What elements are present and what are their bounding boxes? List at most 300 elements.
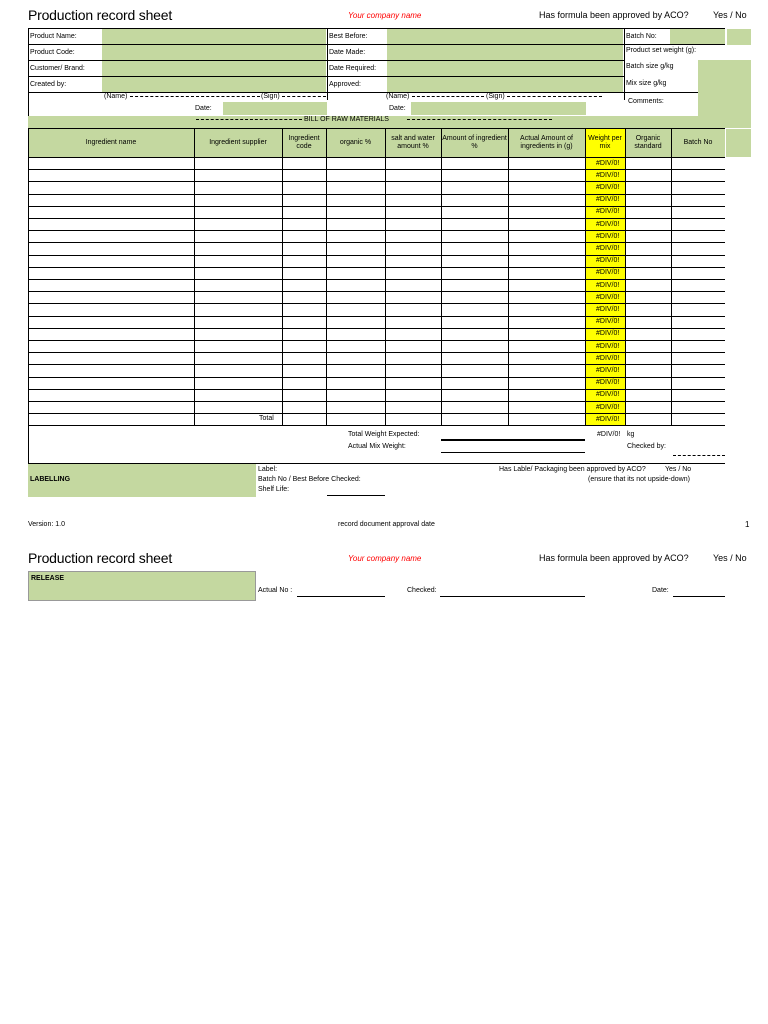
- cell-r0-c4[interactable]: [386, 158, 440, 168]
- cell-r11-c9[interactable]: [672, 292, 724, 302]
- cell-r1-c5[interactable]: [442, 170, 507, 180]
- page-number: 1: [745, 520, 750, 529]
- cell-r20-c9[interactable]: [672, 402, 724, 412]
- cell-r13-c3[interactable]: [327, 317, 384, 327]
- cell-r9-c6[interactable]: [509, 268, 584, 278]
- cell-r16-c4[interactable]: [386, 353, 440, 363]
- cell-r6-c5[interactable]: [442, 231, 507, 241]
- cell-r8-c6[interactable]: [509, 256, 584, 266]
- col-line-9: [671, 128, 672, 425]
- col-line-0: [28, 128, 29, 425]
- cell-r9-c8[interactable]: [626, 268, 670, 278]
- cell-r11-c2[interactable]: [283, 292, 325, 302]
- info-right-divider: [624, 28, 625, 100]
- cell-r5-c4[interactable]: [386, 219, 440, 229]
- total-weight-value: #DIV/0!: [597, 431, 621, 438]
- cell-r2-c6[interactable]: [509, 182, 584, 192]
- info-right-line-1: [624, 44, 725, 45]
- page-title: Production record sheet: [28, 7, 173, 23]
- cell-r5-c3[interactable]: [327, 219, 384, 229]
- cell-r20-c3[interactable]: [327, 402, 384, 412]
- cell-r13-c0[interactable]: [29, 317, 193, 327]
- cell-r15-c4[interactable]: [386, 341, 440, 351]
- cell-r2-c4[interactable]: [386, 182, 440, 192]
- cell-r18-c0[interactable]: [29, 378, 193, 388]
- col-line-7: [585, 128, 586, 425]
- cell-r3-c6[interactable]: [509, 195, 584, 205]
- cell-r18-c5[interactable]: [442, 378, 507, 388]
- weight-cell-13: #DIV/0!: [596, 318, 620, 326]
- cell-r20-c8[interactable]: [626, 402, 670, 412]
- totals-left-border: [28, 426, 29, 463]
- cell-r12-c9[interactable]: [672, 304, 724, 314]
- cell-r16-c9[interactable]: [672, 353, 724, 363]
- cell-r19-c9[interactable]: [672, 390, 724, 400]
- cell-r17-c4[interactable]: [386, 365, 440, 375]
- column-header-5: Amount of ingredient %: [442, 134, 507, 150]
- column-header-8: Organic standard: [634, 134, 662, 150]
- cell-r16-c6[interactable]: [509, 353, 584, 363]
- info-left-field-1[interactable]: [102, 45, 326, 60]
- cell-r20-c2[interactable]: [283, 402, 325, 412]
- cell-r12-c5[interactable]: [442, 304, 507, 314]
- cell-r10-c0[interactable]: [29, 280, 193, 290]
- cell-r3-c0[interactable]: [29, 195, 193, 205]
- cell-r9-c1[interactable]: [195, 268, 281, 278]
- cell-r20-c0[interactable]: [29, 402, 193, 412]
- cell-r5-c1[interactable]: [195, 219, 281, 229]
- cell-r2-c3[interactable]: [327, 182, 384, 192]
- cell-r6-c1[interactable]: [195, 231, 281, 241]
- cell-r1-c4[interactable]: [386, 170, 440, 180]
- sig-dash-left-2: [282, 96, 326, 97]
- cell-r10-c1[interactable]: [195, 280, 281, 290]
- info-left-label-2: Customer/ Brand:: [30, 65, 85, 72]
- release-label: RELEASE: [31, 575, 65, 582]
- cell-r12-c8[interactable]: [626, 304, 670, 314]
- cell-r7-c2[interactable]: [283, 243, 325, 253]
- total-weight-label: Total Weight Expected:: [348, 431, 420, 438]
- sig-date-mid-field[interactable]: [411, 102, 586, 115]
- info-left-field-0[interactable]: [102, 29, 326, 44]
- cell-r4-c8[interactable]: [626, 207, 670, 217]
- packaging-question: Has Lable/ Packaging been approved by ACO?: [499, 466, 646, 473]
- release-checked-label: Checked:: [407, 587, 437, 594]
- cell-r3-c9[interactable]: [672, 195, 724, 205]
- cell-r17-c2[interactable]: [283, 365, 325, 375]
- cell-r19-c1[interactable]: [195, 390, 281, 400]
- cell-r0-c8[interactable]: [626, 158, 670, 168]
- cell-r7-c3[interactable]: [327, 243, 384, 253]
- cell-r4-c9[interactable]: [672, 207, 724, 217]
- info-right-label-2: Batch size g/kg: [626, 63, 674, 70]
- cell-r11-c3[interactable]: [327, 292, 384, 302]
- sig-date-mid-label: Date:: [389, 105, 406, 112]
- cell-r13-c6[interactable]: [509, 317, 584, 327]
- cell-r6-c6[interactable]: [509, 231, 584, 241]
- cell-r19-c6[interactable]: [509, 390, 584, 400]
- cell-r16-c5[interactable]: [442, 353, 507, 363]
- info-mid-label-1: Date Made:: [329, 49, 366, 56]
- cell-r3-c4[interactable]: [386, 195, 440, 205]
- cell-r1-c1[interactable]: [195, 170, 281, 180]
- cell-r8-c5[interactable]: [442, 256, 507, 266]
- cell-r14-c3[interactable]: [327, 329, 384, 339]
- cell-r15-c6[interactable]: [509, 341, 584, 351]
- cell-r16-c0[interactable]: [29, 353, 193, 363]
- column-header-7: Weight per mix: [588, 134, 622, 150]
- cell-r14-c0[interactable]: [29, 329, 193, 339]
- cell-r8-c0[interactable]: [29, 256, 193, 266]
- approval-yes-no: Yes / No: [713, 10, 747, 20]
- cell-r18-c2[interactable]: [283, 378, 325, 388]
- cell-r18-c8[interactable]: [626, 378, 670, 388]
- cell-r3-c5[interactable]: [442, 195, 507, 205]
- cell-r10-c5[interactable]: [442, 280, 507, 290]
- cell-r1-c0[interactable]: [29, 170, 193, 180]
- col-line-2: [282, 128, 283, 425]
- cell-r1-c2[interactable]: [283, 170, 325, 180]
- cell-r13-c4[interactable]: [386, 317, 440, 327]
- cell-r8-c4[interactable]: [386, 256, 440, 266]
- actual-mix-label: Actual Mix Weight:: [348, 443, 406, 450]
- cell-r19-c5[interactable]: [442, 390, 507, 400]
- info-left-rowline-3: [28, 92, 327, 93]
- info-mid-field-1[interactable]: [387, 45, 623, 60]
- column-header-9: Batch No: [683, 138, 713, 146]
- cell-r14-c8[interactable]: [626, 329, 670, 339]
- info-mid-label-0: Best Before:: [329, 33, 368, 40]
- cell-r10-c8[interactable]: [626, 280, 670, 290]
- label-field-label: Label:: [258, 466, 278, 473]
- weight-cell-5: #DIV/0!: [596, 220, 620, 228]
- cell-r2-c2[interactable]: [283, 182, 325, 192]
- cell-r20-c4[interactable]: [386, 402, 440, 412]
- weight-cell-9: #DIV/0!: [596, 269, 620, 277]
- sig-name-mid: (Name): [386, 93, 410, 100]
- cell-r19-c8[interactable]: [626, 390, 670, 400]
- packaging-ensure: (ensure that its not upside-down): [588, 476, 690, 483]
- cell-r14-c6[interactable]: [509, 329, 584, 339]
- column-header-0: Ingredient name: [85, 138, 137, 146]
- cell-r3-c3[interactable]: [327, 195, 384, 205]
- cell-r3-c8[interactable]: [626, 195, 670, 205]
- cell-r6-c3[interactable]: [327, 231, 384, 241]
- cell-r11-c5[interactable]: [442, 292, 507, 302]
- cell-r20-c6[interactable]: [509, 402, 584, 412]
- cell-r17-c6[interactable]: [509, 365, 584, 375]
- cell-r0-c2[interactable]: [283, 158, 325, 168]
- weight-cell-1: #DIV/0!: [596, 171, 620, 179]
- cell-r11-c4[interactable]: [386, 292, 440, 302]
- cell-r4-c2[interactable]: [283, 207, 325, 217]
- weight-cell-6: #DIV/0!: [596, 232, 620, 240]
- cell-r17-c5[interactable]: [442, 365, 507, 375]
- release-date-label: Date:: [652, 587, 669, 594]
- info-mid-label-2: Date Required:: [329, 65, 377, 72]
- cell-r7-c1[interactable]: [195, 243, 281, 253]
- cell-r1-c6[interactable]: [509, 170, 584, 180]
- info-mid-label-3: Approved:: [329, 81, 361, 88]
- cell-r2-c5[interactable]: [442, 182, 507, 192]
- checked-by-dash[interactable]: [673, 455, 725, 456]
- shelf-life-label: Shelf Life:: [258, 486, 290, 493]
- info-mid-rowline-3: [327, 92, 624, 93]
- cell-r18-c4[interactable]: [386, 378, 440, 388]
- cell-r6-c8[interactable]: [626, 231, 670, 241]
- cell-r19-c4[interactable]: [386, 390, 440, 400]
- cell-r17-c8[interactable]: [626, 365, 670, 375]
- cell-r11-c6[interactable]: [509, 292, 584, 302]
- weight-cell-12: #DIV/0!: [596, 305, 620, 313]
- sig-sign-mid: (Sign): [486, 93, 505, 100]
- cell-r16-c3[interactable]: [327, 353, 384, 363]
- cell-r14-c9[interactable]: [672, 329, 724, 339]
- cell-r6-c4[interactable]: [386, 231, 440, 241]
- cell-r13-c1[interactable]: [195, 317, 281, 327]
- cell-r0-c3[interactable]: [327, 158, 384, 168]
- cell-r16-c1[interactable]: [195, 353, 281, 363]
- cell-r19-c0[interactable]: [29, 390, 193, 400]
- cell-r13-c5[interactable]: [442, 317, 507, 327]
- weight-cell-15: #DIV/0!: [596, 342, 620, 350]
- weight-cell-3: #DIV/0!: [596, 196, 620, 204]
- column-header-4: salt and water amount %: [391, 134, 435, 150]
- weight-cell-14: #DIV/0!: [596, 330, 620, 338]
- cell-r15-c9[interactable]: [672, 341, 724, 351]
- actual-no-line[interactable]: [297, 596, 385, 597]
- cell-r15-c8[interactable]: [626, 341, 670, 351]
- cell-r15-c3[interactable]: [327, 341, 384, 351]
- cell-r11-c8[interactable]: [626, 292, 670, 302]
- actual-mix-line[interactable]: [441, 452, 585, 453]
- release-checked-line[interactable]: [440, 596, 585, 597]
- cell-r4-c0[interactable]: [29, 207, 193, 217]
- cell-r10-c6[interactable]: [509, 280, 584, 290]
- info-mid-field-0[interactable]: [387, 29, 623, 44]
- cell-r7-c6[interactable]: [509, 243, 584, 253]
- cell-r9-c4[interactable]: [386, 268, 440, 278]
- cell-r13-c2[interactable]: [283, 317, 325, 327]
- info-left-border: [28, 28, 29, 128]
- cell-r12-c1[interactable]: [195, 304, 281, 314]
- batch-size-field[interactable]: [698, 60, 751, 103]
- cell-r10-c9[interactable]: [672, 280, 724, 290]
- cell-r10-c3[interactable]: [327, 280, 384, 290]
- sig-sign-left: (Sign): [261, 93, 280, 100]
- cell-r17-c3[interactable]: [327, 365, 384, 375]
- sig-name-left: (Name): [104, 93, 128, 100]
- info-mid-field-2[interactable]: [387, 61, 623, 76]
- col-line-3: [326, 128, 327, 425]
- cell-r4-c1[interactable]: [195, 207, 281, 217]
- cell-r2-c1[interactable]: [195, 182, 281, 192]
- cell-r15-c2[interactable]: [283, 341, 325, 351]
- cell-r9-c5[interactable]: [442, 268, 507, 278]
- weight-cell-4: #DIV/0!: [596, 208, 620, 216]
- weight-cell-18: #DIV/0!: [596, 379, 620, 387]
- column-header-1: Ingredient supplier: [209, 138, 267, 146]
- info-left-label-3: Created by:: [30, 81, 67, 88]
- cell-r6-c2[interactable]: [283, 231, 325, 241]
- total-bottom-line: [28, 425, 725, 426]
- cell-r7-c0[interactable]: [29, 243, 193, 253]
- cell-r2-c0[interactable]: [29, 182, 193, 192]
- cell-r19-c3[interactable]: [327, 390, 384, 400]
- info-left-field-2[interactable]: [102, 61, 326, 76]
- cell-r0-c0[interactable]: [29, 158, 193, 168]
- col-line-6: [508, 128, 509, 425]
- bill-right-edge: [726, 129, 751, 157]
- cell-r19-c2[interactable]: [283, 390, 325, 400]
- batch-no-field-ext[interactable]: [727, 29, 751, 45]
- cell-r4-c3[interactable]: [327, 207, 384, 217]
- cell-r18-c1[interactable]: [195, 378, 281, 388]
- actual-no-label: Actual No :: [258, 587, 293, 594]
- weight-cell-20: #DIV/0!: [596, 403, 620, 411]
- column-header-3: organic %: [339, 138, 372, 146]
- info-mid-divider: [327, 28, 328, 100]
- info-left-label-0: Product Name:: [30, 33, 77, 40]
- approval-date-text: record document approval date: [338, 521, 435, 528]
- cell-r14-c4[interactable]: [386, 329, 440, 339]
- cell-r13-c9[interactable]: [672, 317, 724, 327]
- cell-r5-c8[interactable]: [626, 219, 670, 229]
- cell-r8-c8[interactable]: [626, 256, 670, 266]
- comments-label: Comments:: [628, 98, 664, 105]
- release-date-line[interactable]: [673, 596, 725, 597]
- info-mid-field-3[interactable]: [387, 77, 623, 92]
- labelling-label: LABELLING: [30, 476, 71, 483]
- weight-cell-19: #DIV/0!: [596, 391, 620, 399]
- release-section: [28, 571, 256, 601]
- total-value: #DIV/0!: [596, 415, 620, 423]
- info-right-label-0: Batch No:: [626, 33, 657, 40]
- cell-r7-c9[interactable]: [672, 243, 724, 253]
- info-left-field-3[interactable]: [102, 77, 326, 92]
- bill-title: BILL OF RAW MATERIALS: [304, 116, 389, 123]
- cell-r2-c8[interactable]: [626, 182, 670, 192]
- cell-r0-c5[interactable]: [442, 158, 507, 168]
- cell-r7-c8[interactable]: [626, 243, 670, 253]
- cell-r8-c2[interactable]: [283, 256, 325, 266]
- info-left-label-1: Product Code:: [30, 49, 75, 56]
- cell-r1-c3[interactable]: [327, 170, 384, 180]
- cell-r1-c9[interactable]: [672, 170, 724, 180]
- sig-date-left-field[interactable]: [223, 102, 327, 115]
- approval-yes-no-2: Yes / No: [713, 553, 747, 563]
- cell-r18-c9[interactable]: [672, 378, 724, 388]
- weight-cell-8: #DIV/0!: [596, 257, 620, 265]
- cell-r4-c5[interactable]: [442, 207, 507, 217]
- cell-r16-c8[interactable]: [626, 353, 670, 363]
- cell-r0-c6[interactable]: [509, 158, 584, 168]
- col-line-1: [194, 128, 195, 425]
- batch-no-field[interactable]: [670, 29, 725, 44]
- info-right-line-2: [624, 92, 698, 93]
- cell-r8-c9[interactable]: [672, 256, 724, 266]
- cell-r20-c1[interactable]: [195, 402, 281, 412]
- weight-cell-17: #DIV/0!: [596, 366, 620, 374]
- cell-r0-c1[interactable]: [195, 158, 281, 168]
- cell-r5-c6[interactable]: [509, 219, 584, 229]
- cell-r9-c9[interactable]: [672, 268, 724, 278]
- cell-r5-c0[interactable]: [29, 219, 193, 229]
- cell-r12-c0[interactable]: [29, 304, 193, 314]
- cell-r11-c1[interactable]: [195, 292, 281, 302]
- cell-r13-c8[interactable]: [626, 317, 670, 327]
- company-name: Your company name: [348, 11, 422, 20]
- cell-r4-c4[interactable]: [386, 207, 440, 217]
- cell-r17-c0[interactable]: [29, 365, 193, 375]
- shelf-life-line[interactable]: [327, 495, 385, 496]
- cell-r12-c3[interactable]: [327, 304, 384, 314]
- cell-r7-c5[interactable]: [442, 243, 507, 253]
- cell-r10-c4[interactable]: [386, 280, 440, 290]
- weight-cell-10: #DIV/0!: [596, 281, 620, 289]
- cell-r5-c9[interactable]: [672, 219, 724, 229]
- col-line-4: [385, 128, 386, 425]
- cell-r5-c2[interactable]: [283, 219, 325, 229]
- cell-r17-c1[interactable]: [195, 365, 281, 375]
- cell-r20-c5[interactable]: [442, 402, 507, 412]
- cell-r4-c6[interactable]: [509, 207, 584, 217]
- cell-r18-c3[interactable]: [327, 378, 384, 388]
- cell-r11-c0[interactable]: [29, 292, 193, 302]
- cell-r3-c2[interactable]: [283, 195, 325, 205]
- column-header-2: Ingredient code: [288, 134, 320, 150]
- page-title-2: Production record sheet: [28, 550, 173, 566]
- cell-r8-c3[interactable]: [327, 256, 384, 266]
- cell-r17-c9[interactable]: [672, 365, 724, 375]
- cell-r14-c1[interactable]: [195, 329, 281, 339]
- cell-r14-c5[interactable]: [442, 329, 507, 339]
- cell-r18-c6[interactable]: [509, 378, 584, 388]
- cell-r8-c1[interactable]: [195, 256, 281, 266]
- cell-r2-c9[interactable]: [672, 182, 724, 192]
- sig-date-left-label: Date:: [195, 105, 212, 112]
- cell-r6-c0[interactable]: [29, 231, 193, 241]
- cell-r6-c9[interactable]: [672, 231, 724, 241]
- col-line-5: [441, 128, 442, 425]
- cell-r1-c8[interactable]: [626, 170, 670, 180]
- cell-r15-c0[interactable]: [29, 341, 193, 351]
- approval-question: Has formula been approved by ACO?: [539, 10, 689, 20]
- cell-r15-c1[interactable]: [195, 341, 281, 351]
- cell-r7-c4[interactable]: [386, 243, 440, 253]
- packaging-yes-no: Yes / No: [665, 466, 692, 473]
- company-name-2: Your company name: [348, 554, 422, 563]
- cell-r0-c9[interactable]: [672, 158, 724, 168]
- cell-r12-c2[interactable]: [283, 304, 325, 314]
- cell-r16-c2[interactable]: [283, 353, 325, 363]
- cell-r3-c1[interactable]: [195, 195, 281, 205]
- cell-r9-c0[interactable]: [29, 268, 193, 278]
- cell-r10-c2[interactable]: [283, 280, 325, 290]
- cell-r9-c2[interactable]: [283, 268, 325, 278]
- cell-r15-c5[interactable]: [442, 341, 507, 351]
- weight-cell-7: #DIV/0!: [596, 244, 620, 252]
- cell-r12-c6[interactable]: [509, 304, 584, 314]
- total-weight-line[interactable]: [441, 439, 585, 441]
- checked-by-label: Checked by:: [627, 443, 666, 450]
- cell-r12-c4[interactable]: [386, 304, 440, 314]
- col-line-8: [625, 128, 626, 425]
- cell-r9-c3[interactable]: [327, 268, 384, 278]
- cell-r5-c5[interactable]: [442, 219, 507, 229]
- weight-cell-0: #DIV/0!: [596, 159, 620, 167]
- cell-r14-c2[interactable]: [283, 329, 325, 339]
